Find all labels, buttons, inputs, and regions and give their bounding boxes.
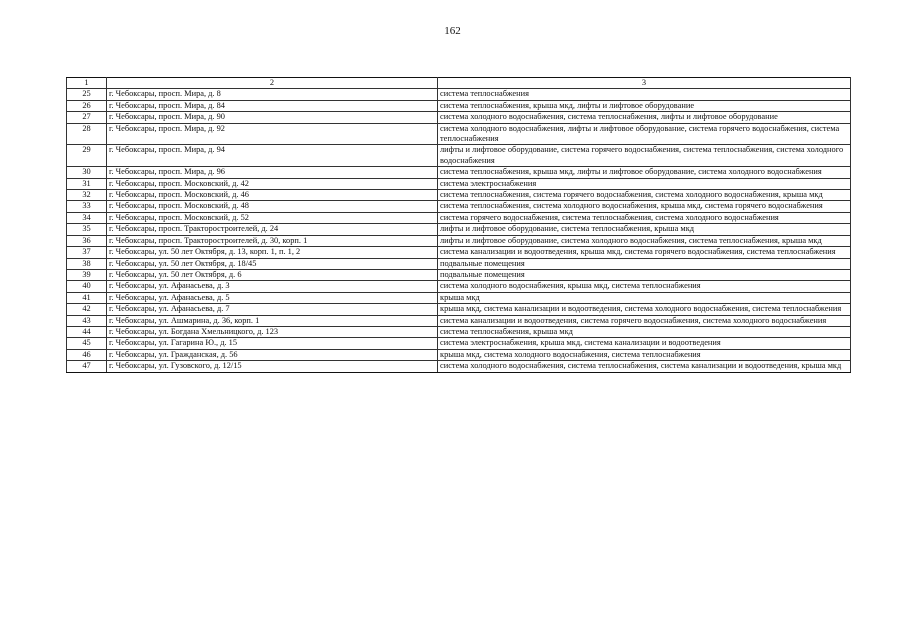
systems-cell: лифты и лифтовое оборудование, система холодного водоснабжения, система теплоснабжения, крыша мкд xyxy=(438,235,851,246)
row-number: 36 xyxy=(67,235,107,246)
address-cell: г. Чебоксары, просп. Московский, д. 52 xyxy=(107,212,438,223)
address-cell: г. Чебоксары, ул. Афанасьева, д. 5 xyxy=(107,292,438,303)
row-number: 41 xyxy=(67,292,107,303)
address-cell: г. Чебоксары, просп. Московский, д. 48 xyxy=(107,201,438,212)
header-col-systems: 3 xyxy=(438,78,851,89)
table-row xyxy=(67,123,851,145)
row-number: 32 xyxy=(67,190,107,201)
row-number: 45 xyxy=(67,338,107,349)
table-row xyxy=(67,201,851,212)
table-header-row xyxy=(67,78,851,89)
row-number: 40 xyxy=(67,281,107,292)
table-row xyxy=(67,281,851,292)
table-row xyxy=(67,145,851,167)
table-row xyxy=(67,89,851,100)
table-row xyxy=(67,315,851,326)
address-cell: г. Чебоксары, ул. 50 лет Октября, д. 6 xyxy=(107,269,438,280)
systems-cell: система канализации и водоотведения, крыша мкд, система горячего водоснабжения, система теплоснабжения xyxy=(438,247,851,258)
row-number: 29 xyxy=(67,145,107,167)
address-cell: г. Чебоксары, просп. Московский, д. 42 xyxy=(107,178,438,189)
row-number: 38 xyxy=(67,258,107,269)
systems-cell: крыша мкд, система холодного водоснабжения, система теплоснабжения xyxy=(438,349,851,360)
row-number: 26 xyxy=(67,100,107,111)
address-cell: г. Чебоксары, просп. Мира, д. 90 xyxy=(107,112,438,123)
systems-cell: система горячего водоснабжения, система теплоснабжения, система холодного водоснабжения xyxy=(438,212,851,223)
address-cell: г. Чебоксары, ул. Ашмарина, д. 36, корп. 1 xyxy=(107,315,438,326)
address-cell: г. Чебоксары, ул. Гузовского, д. 12/15 xyxy=(107,361,438,372)
row-number: 35 xyxy=(67,224,107,235)
address-cell: г. Чебоксары, просп. Мира, д. 96 xyxy=(107,167,438,178)
address-cell: г. Чебоксары, просп. Мира, д. 8 xyxy=(107,89,438,100)
address-cell: г. Чебоксары, ул. 50 лет Октября, д. 13, корп. 1, п. 1, 2 xyxy=(107,247,438,258)
table-row xyxy=(67,304,851,315)
row-number: 42 xyxy=(67,304,107,315)
table-row xyxy=(67,326,851,337)
row-number: 44 xyxy=(67,326,107,337)
systems-cell: подвальные помещения xyxy=(438,258,851,269)
table-row xyxy=(67,212,851,223)
row-number: 28 xyxy=(67,123,107,145)
systems-cell: система холодного водоснабжения, система теплоснабжения, лифты и лифтовое оборудование xyxy=(438,112,851,123)
systems-cell: система электроснабжения xyxy=(438,178,851,189)
systems-cell: крыша мкд, система канализации и водоотведения, система холодного водоснабжения, система теплоснабжения xyxy=(438,304,851,315)
page-number: 162 xyxy=(444,25,461,37)
row-number: 27 xyxy=(67,112,107,123)
row-number: 33 xyxy=(67,201,107,212)
systems-cell: система теплоснабжения, крыша мкд, лифты и лифтовое оборудование xyxy=(438,100,851,111)
systems-cell: система теплоснабжения, система горячего водоснабжения, система холодного водоснабжения, крыша мкд xyxy=(438,190,851,201)
systems-cell: система теплоснабжения xyxy=(438,89,851,100)
address-cell: г. Чебоксары, просп. Тракторостроителей, д. 30, корп. 1 xyxy=(107,235,438,246)
address-cell: г. Чебоксары, ул. Гражданская, д. 56 xyxy=(107,349,438,360)
row-number: 31 xyxy=(67,178,107,189)
table-row xyxy=(67,247,851,258)
table-row xyxy=(67,349,851,360)
row-number: 46 xyxy=(67,349,107,360)
address-cell: г. Чебоксары, ул. Афанасьева, д. 3 xyxy=(107,281,438,292)
table-row xyxy=(67,292,851,303)
row-number: 34 xyxy=(67,212,107,223)
address-cell: г. Чебоксары, ул. Гагарина Ю., д. 15 xyxy=(107,338,438,349)
row-number: 37 xyxy=(67,247,107,258)
systems-cell: лифты и лифтовое оборудование, система горячего водоснабжения, система теплоснабжения, система холодного водоснабжения xyxy=(438,145,851,167)
systems-cell: система теплоснабжения, крыша мкд xyxy=(438,326,851,337)
systems-cell: система теплоснабжения, система холодного водоснабжения, крыша мкд, система горячего водоснабжения xyxy=(438,201,851,212)
systems-cell: подвальные помещения xyxy=(438,269,851,280)
table-row xyxy=(67,190,851,201)
systems-cell: система канализации и водоотведения, система горячего водоснабжения, система холодного водоснабжения xyxy=(438,315,851,326)
systems-cell: лифты и лифтовое оборудование, система теплоснабжения, крыша мкд xyxy=(438,224,851,235)
table-body xyxy=(67,78,851,373)
header-col-number: 1 xyxy=(67,78,107,89)
address-cell: г. Чебоксары, ул. 50 лет Октября, д. 18/45 xyxy=(107,258,438,269)
buildings-table xyxy=(66,77,851,373)
table-row xyxy=(67,338,851,349)
row-number: 39 xyxy=(67,269,107,280)
table-row xyxy=(67,361,851,372)
address-cell: г. Чебоксары, просп. Тракторостроителей, д. 24 xyxy=(107,224,438,235)
table-row xyxy=(67,269,851,280)
systems-cell: система холодного водоснабжения, лифты и лифтовое оборудование, система горячего водоснабжения, система теплоснабжения xyxy=(438,123,851,145)
row-number: 43 xyxy=(67,315,107,326)
systems-cell: крыша мкд xyxy=(438,292,851,303)
row-number: 25 xyxy=(67,89,107,100)
address-cell: г. Чебоксары, ул. Афанасьева, д. 7 xyxy=(107,304,438,315)
table-row xyxy=(67,235,851,246)
systems-cell: система теплоснабжения, крыша мкд, лифты и лифтовое оборудование, система холодного водоснабжения xyxy=(438,167,851,178)
table-row xyxy=(67,178,851,189)
table-row xyxy=(67,112,851,123)
table-row xyxy=(67,258,851,269)
row-number: 30 xyxy=(67,167,107,178)
table-row xyxy=(67,100,851,111)
row-number: 47 xyxy=(67,361,107,372)
table-row xyxy=(67,167,851,178)
address-cell: г. Чебоксары, просп. Мира, д. 94 xyxy=(107,145,438,167)
address-cell: г. Чебоксары, просп. Мира, д. 84 xyxy=(107,100,438,111)
address-cell: г. Чебоксары, просп. Московский, д. 46 xyxy=(107,190,438,201)
table-row xyxy=(67,224,851,235)
address-cell: г. Чебоксары, ул. Богдана Хмельницкого, д. 123 xyxy=(107,326,438,337)
systems-cell: система холодного водоснабжения, система теплоснабжения, система канализации и водоотведения, крыша мкд xyxy=(438,361,851,372)
systems-cell: система холодного водоснабжения, крыша мкд, система теплоснабжения xyxy=(438,281,851,292)
header-col-address: 2 xyxy=(107,78,438,89)
address-cell: г. Чебоксары, просп. Мира, д. 92 xyxy=(107,123,438,145)
systems-cell: система электроснабжения, крыша мкд, система канализации и водоотведения xyxy=(438,338,851,349)
